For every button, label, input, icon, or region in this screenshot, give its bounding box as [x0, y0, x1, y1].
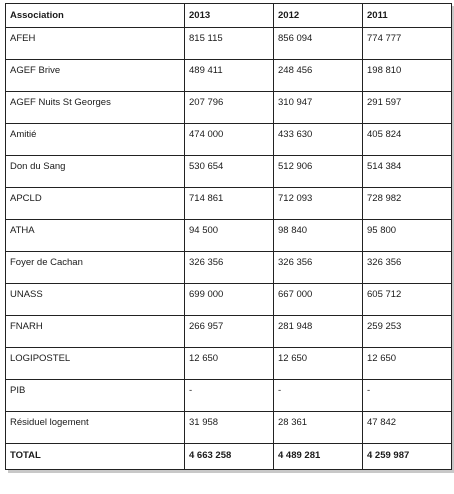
row-value-2013: 94 500 — [185, 220, 274, 252]
row-value-2013: 699 000 — [185, 284, 274, 316]
row-value-2012: 856 094 — [274, 28, 363, 60]
table-row — [6, 60, 452, 92]
table-body — [6, 28, 452, 444]
table-row — [6, 28, 452, 60]
row-value-2012: 98 840 — [274, 220, 363, 252]
row-value-2012: 667 000 — [274, 284, 363, 316]
row-value-2012: 326 356 — [274, 252, 363, 284]
table-row — [6, 156, 452, 188]
header-row — [6, 4, 452, 28]
row-value-2011: 405 824 — [363, 124, 452, 156]
header-2012: 2012 — [274, 4, 363, 28]
row-association-name: ATHA — [6, 220, 185, 252]
row-value-2013: 12 650 — [185, 348, 274, 380]
row-value-2013: - — [185, 380, 274, 412]
row-value-2013: 815 115 — [185, 28, 274, 60]
row-value-2013: 714 861 — [185, 188, 274, 220]
table-row — [6, 252, 452, 284]
association-table — [5, 3, 452, 470]
header-association: Association — [6, 4, 185, 28]
row-value-2012: 281 948 — [274, 316, 363, 348]
row-value-2011: 47 842 — [363, 412, 452, 444]
row-association-name: Don du Sang — [6, 156, 185, 188]
header-2011: 2011 — [363, 4, 452, 28]
table-row — [6, 380, 452, 412]
row-association-name: FNARH — [6, 316, 185, 348]
total-2011: 4 259 987 — [363, 444, 452, 470]
row-value-2011: 259 253 — [363, 316, 452, 348]
header-2013: 2013 — [185, 4, 274, 28]
table-row — [6, 92, 452, 124]
row-value-2011: 12 650 — [363, 348, 452, 380]
table-row — [6, 412, 452, 444]
row-value-2012: 28 361 — [274, 412, 363, 444]
row-value-2011: 291 597 — [363, 92, 452, 124]
row-value-2013: 326 356 — [185, 252, 274, 284]
row-association-name: LOGIPOSTEL — [6, 348, 185, 380]
total-2013: 4 663 258 — [185, 444, 274, 470]
table-row — [6, 124, 452, 156]
row-association-name: Amitié — [6, 124, 185, 156]
row-value-2013: 489 411 — [185, 60, 274, 92]
row-value-2012: 248 456 — [274, 60, 363, 92]
row-value-2011: 605 712 — [363, 284, 452, 316]
row-value-2013: 474 000 — [185, 124, 274, 156]
table-row — [6, 284, 452, 316]
row-association-name: AGEF Nuits St Georges — [6, 92, 185, 124]
row-value-2013: 266 957 — [185, 316, 274, 348]
row-value-2011: 95 800 — [363, 220, 452, 252]
row-association-name: AGEF Brive — [6, 60, 185, 92]
row-association-name: APCLD — [6, 188, 185, 220]
row-association-name: AFEH — [6, 28, 185, 60]
row-value-2012: 512 906 — [274, 156, 363, 188]
row-association-name: Foyer de Cachan — [6, 252, 185, 284]
total-row — [6, 444, 452, 470]
row-value-2011: 774 777 — [363, 28, 452, 60]
row-value-2013: 31 958 — [185, 412, 274, 444]
row-value-2011: 326 356 — [363, 252, 452, 284]
total-2012: 4 489 281 — [274, 444, 363, 470]
table-row — [6, 316, 452, 348]
row-value-2013: 207 796 — [185, 92, 274, 124]
row-value-2012: 433 630 — [274, 124, 363, 156]
row-association-name: UNASS — [6, 284, 185, 316]
row-value-2011: 198 810 — [363, 60, 452, 92]
table-row — [6, 348, 452, 380]
row-value-2012: 310 947 — [274, 92, 363, 124]
row-association-name: PIB — [6, 380, 185, 412]
row-value-2012: - — [274, 380, 363, 412]
row-value-2011: 728 982 — [363, 188, 452, 220]
row-value-2011: 514 384 — [363, 156, 452, 188]
row-value-2012: 712 093 — [274, 188, 363, 220]
row-value-2011: - — [363, 380, 452, 412]
row-association-name: Résiduel logement — [6, 412, 185, 444]
total-label: TOTAL — [6, 444, 185, 470]
row-value-2013: 530 654 — [185, 156, 274, 188]
table-row — [6, 220, 452, 252]
table-row — [6, 188, 452, 220]
row-value-2012: 12 650 — [274, 348, 363, 380]
